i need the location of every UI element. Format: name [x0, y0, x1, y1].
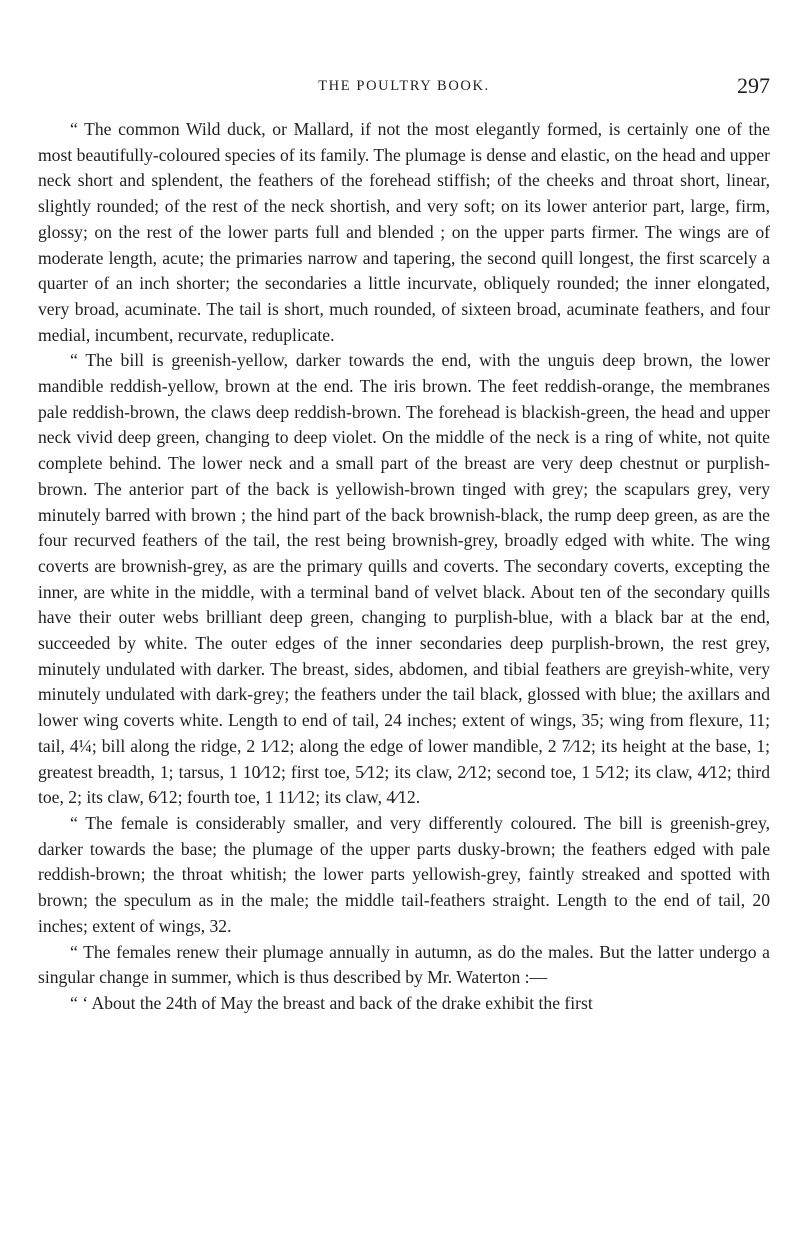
paragraph-plumage-renewal: “ The females renew their plumage annually in autumn, as do the males. But the latter undergo a singular change in summer, which is thus described by Mr. Waterton :— — [38, 941, 770, 988]
paragraph-female-description: “ The female is considerably smaller, and very differently coloured. The bill is greenish-grey, darker towards the base; the plumage of the upper parts dusky-brown; the feathers edged with pale reddish-brown; the throat whitish; the lower parts yellowish-grey, faintly streaked and spotted with brown; the speculum as in the male; the middle tail-feathers straight. Length to the end of tail, 20 inches; extent of wings, 32. — [38, 812, 770, 936]
paragraph-male-coloration: “ The bill is greenish-yellow, darker towards the end, with the unguis deep brown, the lower mandible reddish-yellow, brown at the end. The iris brown. The feet reddish-orange, the membranes pale reddish-brown, the claws deep reddish-brown. The forehead is blackish-green, the head and upper neck vivid deep green, changing to deep violet. On the middle of the neck is a ring of white, not quite complete behind. The lower neck and a small part of the breast are very deep chestnut or purplish-brown. The anterior part of the back is yellowish-brown tinged with grey; the scapulars grey, very minutely barred with brown ; the hind part of the back brownish-black, the rump deep green, as are the four recurved feathers of the tail, the rest being brownish-grey, broadly edged with white. The wing coverts are brownish-grey, as are the primary quills and coverts. The secondary coverts, excepting the inner, are white in the middle, with a terminal band of velvet black. About ten of the secondary quills have their outer webs brilliant deep green, changing to purplish-blue, with a black bar at the end, succeeded by white. The outer edges of the inner secondaries deep purplish-brown, the rest grey, minutely undulated with darker. The breast, sides, abdomen, and tibial feathers are greyish-white, very minutely undulated with dark-grey; the feathers under the tail black, glossed with blue; the axillars and lower wing coverts white. Length to end of tail, 24 inches; extent of wings, 35; wing from flexure, 11; tail, 4¼; bill along the ridge, 2 1⁄12; along the edge of lower mandible, 2 7⁄12; its height at the base, 1; greatest breadth, 1; tarsus, 1 10⁄12; first toe, 5⁄12; its claw, 2⁄12; second toe, 1 5⁄12; its claw, 4⁄12; third toe, 2; its claw, 6⁄12; fourth toe, 1 11⁄12; its claw, 4⁄12. — [38, 350, 770, 808]
body-text — [38, 117, 770, 1017]
book-page — [38, 0, 770, 1013]
page-header — [38, 74, 770, 114]
paragraph-wild-duck-description: “ The common Wild duck, or Mallard, if not the most elegantly formed, is certainly one of the most beautifully-coloured species of its family. The plumage is dense and elastic, on the head and upper neck short and splendent, the feathers of the forehead stiffish; of the cheeks and throat short, linear, slightly rounded; of the rest of the neck shortish, and very soft; on its lower anterior part, large, firm, glossy; on the rest of the lower parts full and blended ; on the upper parts firmer. The wings are of moderate length, acute; the primaries narrow and tapering, the second quill longest, the first scarcely a quarter of an inch shorter; the secondaries a little incurvate, obliquely rounded; the inner elongated, very broad, acuminate. The tail is short, much rounded, of sixteen broad, acuminate feathers, and four medial, incumbent, recurvate, reduplicate. — [38, 119, 770, 345]
page-number: 297 — [737, 73, 770, 98]
running-head: THE POULTRY BOOK. — [318, 78, 490, 94]
paragraph-waterton-quote: “ ‘ About the 24th of May the breast and back of the drake exhibit the first — [70, 992, 593, 1013]
